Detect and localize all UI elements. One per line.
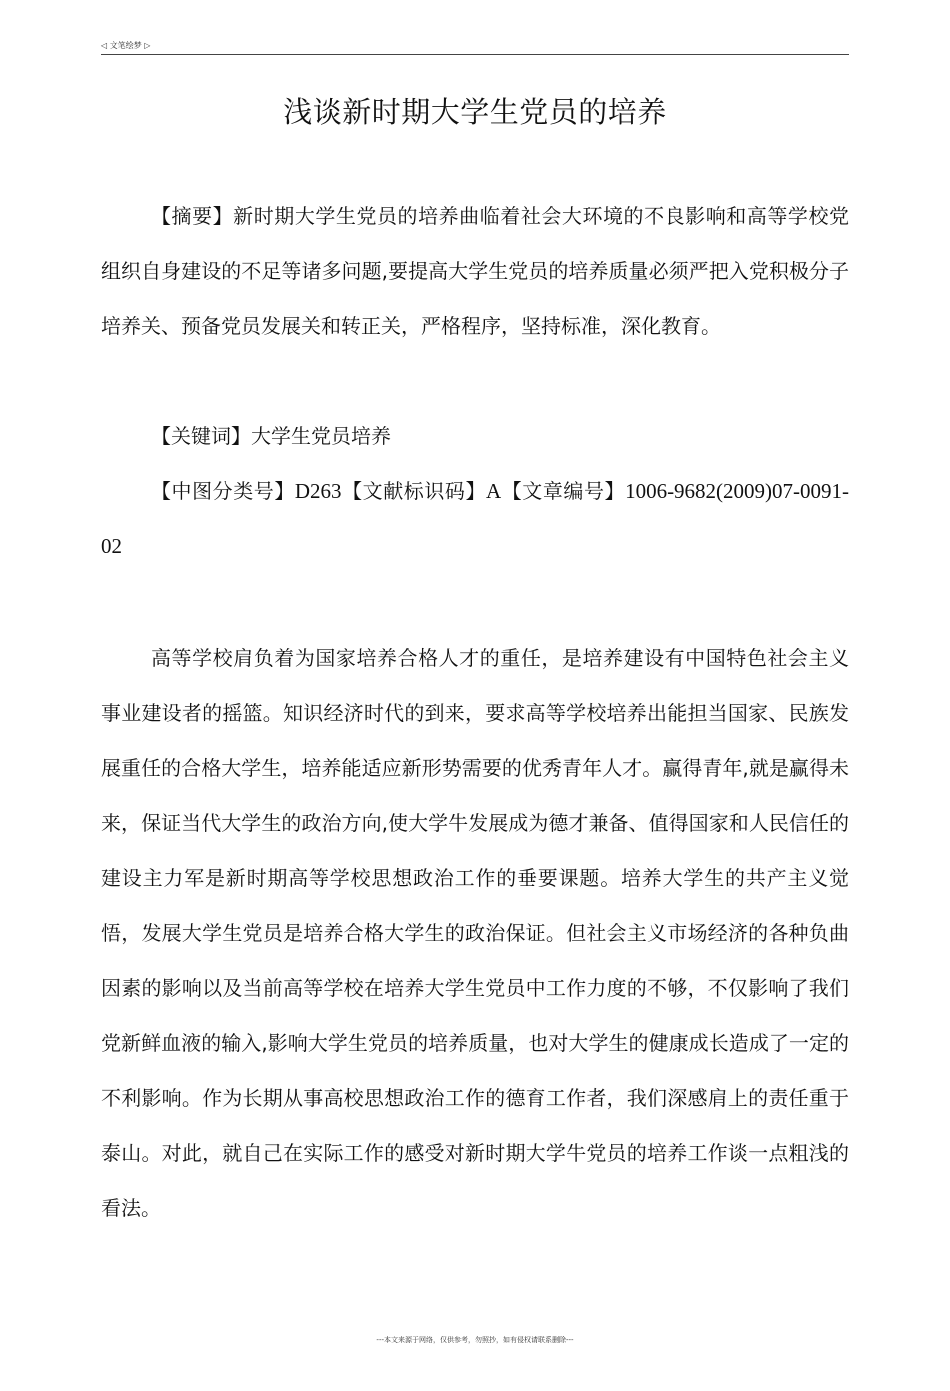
page-header — [101, 38, 849, 55]
article-number-value: 1006-9682(2009)07-0091-02 — [101, 479, 850, 558]
spacer — [101, 354, 849, 409]
abstract-paragraph: 【摘要】新时期大学生党员的培养曲临着社会大环境的不良影响和高等学校党组织自身建设的不足等诸多问题,要提高大学生党员的培养质量必须严把入党积极分子培养关、预备党员发展关和转正关，严格程序，坚持标准，深化教育。 — [101, 204, 849, 338]
document-title: 浅谈新时期大学生党员的培养 — [283, 95, 667, 129]
document-body — [101, 189, 849, 1236]
keywords-line: 【关键词】大学生党员培养 — [151, 424, 391, 448]
page-footer: ---本文来源于网络，仅供参考，勿照抄，如有侵权请联系删除--- — [376, 1336, 574, 1344]
clc-value: D263 — [294, 479, 342, 503]
doc-code-label: 【文献标识码】 — [341, 479, 486, 503]
spacer — [101, 574, 849, 631]
header-text: ◁ 文笔绘梦 ▷ — [101, 41, 151, 50]
doc-code-value: A — [486, 479, 502, 503]
clc-label: 【中图分类号】 — [151, 479, 295, 503]
article-number-label: 【文章编号】 — [501, 479, 626, 503]
body-paragraph: 高等学校肩负着为国家培养合格人才的重任，是培养建设有中国特色社会主义事业建设者的摇篮。知识经济时代的到来，要求高等学校培养出能担当国家、民族发展重任的合格大学生，培养能适应新形势需要的优秀青年人才。赢得青年,就是赢得未来，保证当代大学生的政治方向,使大学牛发展成为德才兼备、值得国家和人民信任的建设主力军是新时期高等学校思想政治工作的垂要课题。培养大学生的共产主义觉悟，发展大学生党员是培养合格大学生的政治保证。但社会主义市场经济的各种负曲因素的影响以及当前高等学校在培养大学生党员中工作力度的不够，不仅影响了我们党新鲜血液的输入,影响大学生党员的培养质量，也对大学生的健康成长造成了一定的不利影响。作为长期从事高校思想政治工作的德育工作者，我们深感肩上的责任重于泰山。对此，就自己在实际工作的感受对新时期大学牛党员的培养工作谈一点粗浅的看法。 — [101, 646, 849, 1220]
classification-paragraph — [101, 464, 849, 574]
